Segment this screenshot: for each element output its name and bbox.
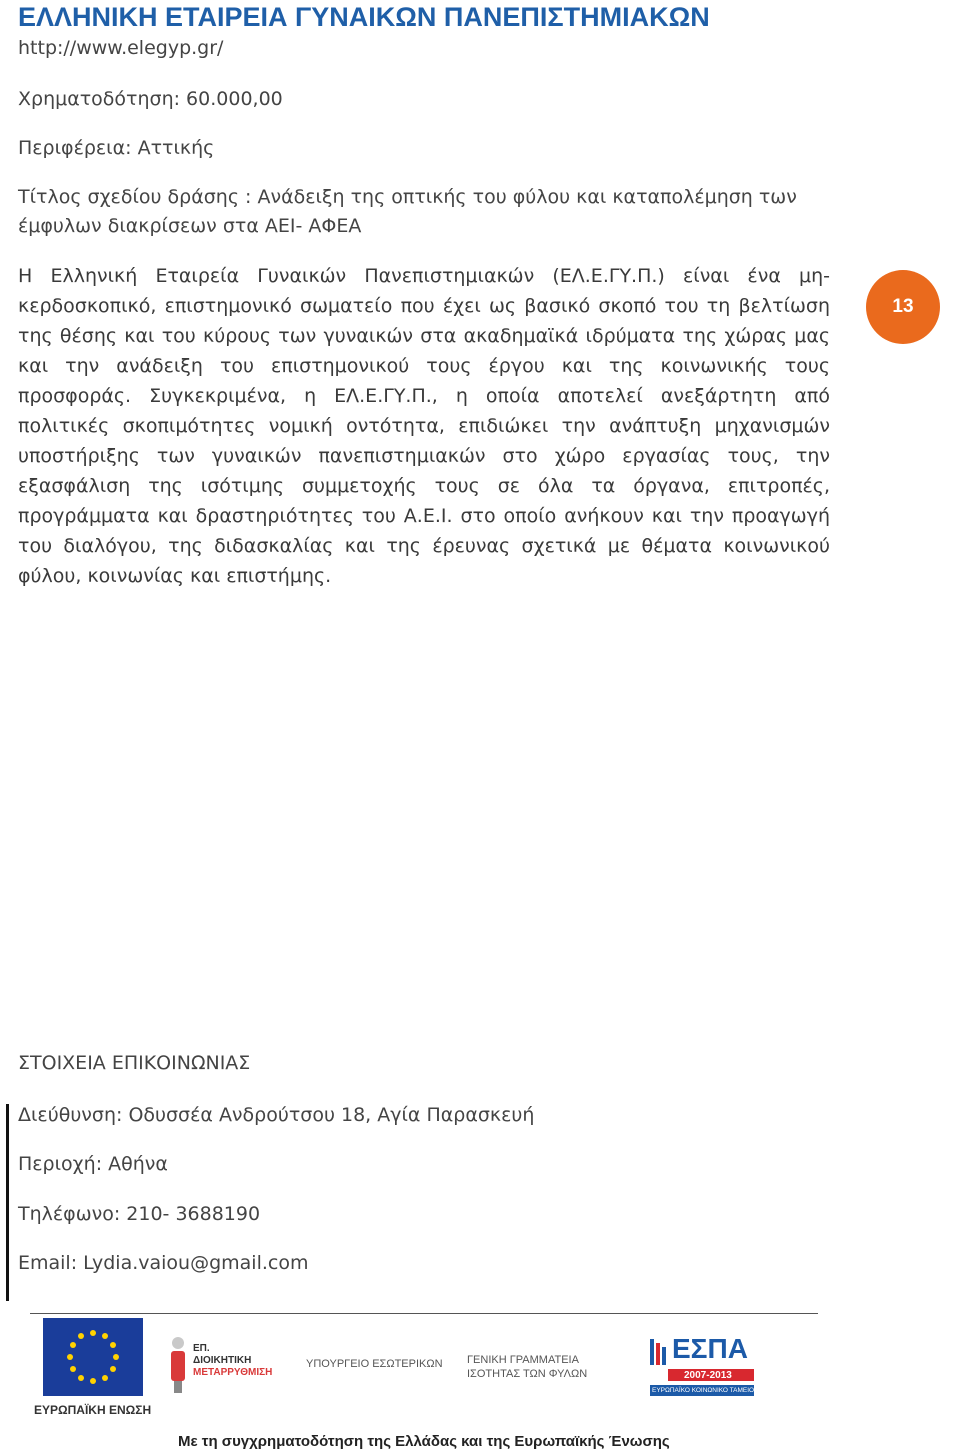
eu-label: ΕΥΡΩΠΑΪΚΗ ΕΝΩΣΗ — [34, 1403, 152, 1417]
admin-reform-logo — [165, 1333, 285, 1398]
organization-description: Η Ελληνική Εταιρεία Γυναικών Πανεπιστημιακών (ΕΛ.Ε.ΓΥ.Π.) είναι ένα μη-κερδοσκοπικό, επιστημονικό σωματείο που έχει ως βασικό σκοπό του τη βελτίωση της θέσης και του κύρους των γυναικών στα ακαδημαϊκά ιδρύματα της χώρας μας και την ανάδειξη του επιστημονικού τους έργου και της κοινωνικής τους προσφοράς. Συγκεκριμένα, η ΕΛ.Ε.ΓΥ.Π., η οποία αποτελεί ανεξάρτητη από πολιτικές σκοπιμότητες νομική οντότητα, επιδιώκει την ανάπτυξη μηχανισμών υποστήριξης των γυναικών πανεπιστημιακών στο χώρο εργασίας τους, την εξασφάλιση της ισότιμης συμμετοχής τους σε όλα τα όργανα, επιτροπές, προγράμματα και δραστηριότητες του Α.Ε.Ι. στο οποίο ανήκουν και την προαγωγή του διαλόγου, της διδασκαλίας και της έρευνας σχετικά με θέματα κοινωνικού φύλου, κοινωνίας και επιστήμης. — [18, 265, 830, 587]
contact-address: Διεύθυνση: Οδυσσέα Ανδρούτσου 18, Αγία Παρασκευή — [18, 1104, 535, 1126]
espa-fund: ΕΥΡΩΠΑΪΚΟ ΚΟΙΝΩΝΙΚΟ ΤΑΜΕΙΟ — [652, 1387, 755, 1394]
espa-logo — [650, 1333, 755, 1398]
gengram-line-1: ΓΕΝΙΚΗ ΓΡΑΜΜΑΤΕΙΑ — [467, 1354, 579, 1366]
page-number-badge — [866, 270, 940, 344]
general-secretariat-logo — [467, 1353, 587, 1381]
admin-line-2: ΔΙΟΙΚΗΤΙΚΗ — [193, 1355, 252, 1366]
admin-line-1: ΕΠ. — [193, 1343, 210, 1354]
contact-phone: Τηλέφωνο: 210- 3688190 — [18, 1203, 261, 1225]
espa-name: ΕΣΠΑ — [672, 1333, 748, 1364]
plan-title: Τίτλος σχεδίου δράσης : Ανάδειξη της οπτικής του φύλου και καταπολέμηση των έμφυλων διακρίσεων στα ΑΕΙ- ΑΦΕΑ — [18, 186, 797, 237]
footer-caption: Με τη συγχρηματοδότηση της Ελλάδας και της Ευρωπαϊκής Ένωσης — [178, 1433, 670, 1450]
organization-title: ΕΛΛΗΝΙΚΗ ΕΤΑΙΡΕΙΑ ΓΥΝΑΙΚΩΝ ΠΑΝΕΠΙΣΤΗΜΙΑΚΩΝ — [18, 2, 710, 32]
admin-reform-icon — [165, 1333, 191, 1393]
organization-url[interactable]: http://www.elegyp.gr/ — [18, 37, 224, 59]
page-number: 13 — [892, 296, 914, 317]
footer-divider — [30, 1313, 818, 1314]
contact-divider — [6, 1104, 9, 1301]
contact-heading: ΣΤΟΙΧΕΙΑ ΕΠΙΚΟΙΝΩΝΙΑΣ — [18, 1052, 251, 1074]
funding-amount: Χρηματοδότηση: 60.000,00 — [18, 88, 283, 110]
ministry-label: ΥΠΟΥΡΓΕΙΟ ΕΣΩΤΕΡΙΚΩΝ — [306, 1358, 443, 1370]
contact-email[interactable]: Email: Lydia.vaiou@gmail.com — [18, 1252, 309, 1274]
gengram-line-2: ΙΣΟΤΗΤΑΣ ΤΩΝ ΦΥΛΩΝ — [467, 1368, 588, 1380]
eu-flag-icon — [43, 1318, 143, 1396]
contact-area: Περιοχή: Αθήνα — [18, 1153, 168, 1175]
espa-years: 2007-2013 — [684, 1370, 732, 1381]
admin-line-3: ΜΕΤΑΡΡΥΘΜΙΣΗ — [193, 1367, 273, 1378]
region: Περιφέρεια: Αττικής — [18, 137, 215, 159]
